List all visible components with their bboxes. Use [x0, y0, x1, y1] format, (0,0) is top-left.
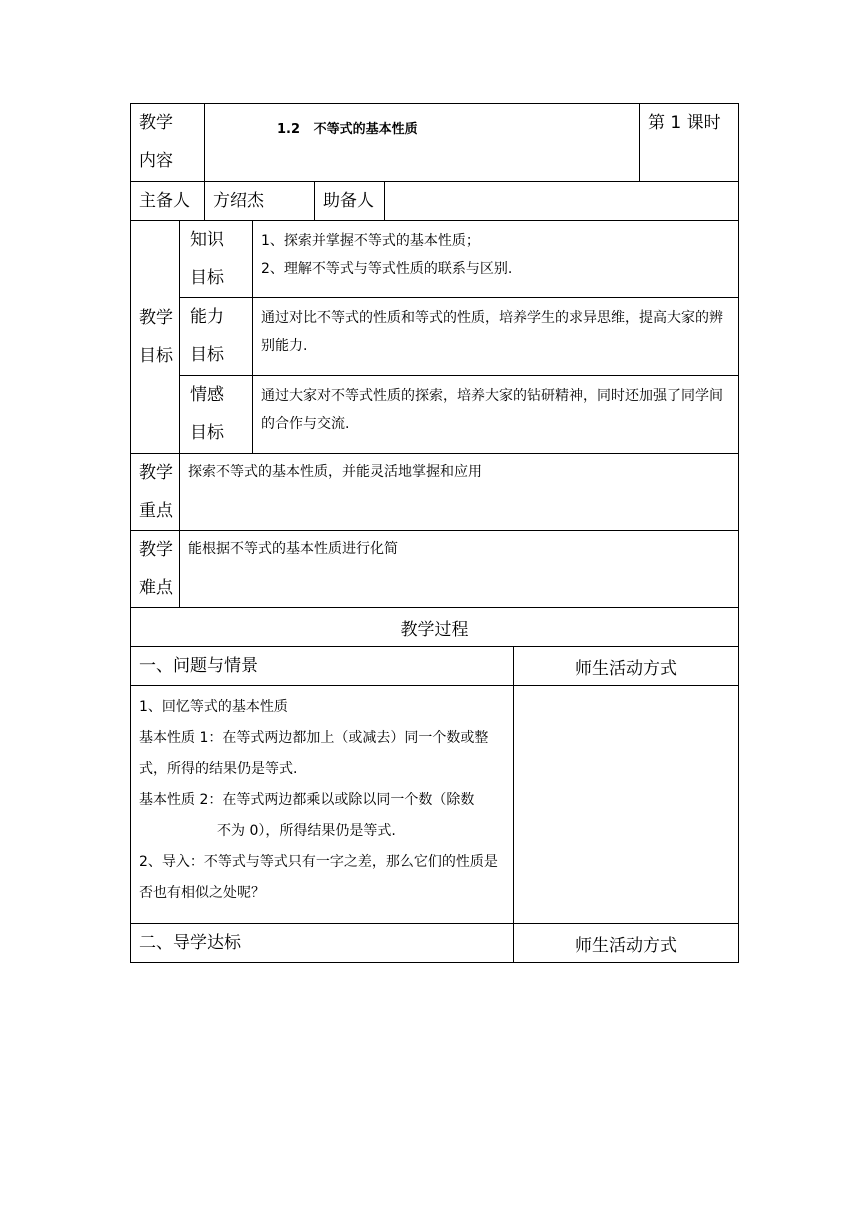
main-preparer-name: 方绍杰: [205, 182, 315, 221]
property-1-line: 基本性质 1：在等式两边都加上（或减去）同一个数或整式，所得的结果仍是等式.: [139, 730, 489, 777]
knowledge-goal-line-1: 1、探索并掌握不等式的基本性质；: [261, 233, 480, 249]
knowledge-goal-line-2: 2、理解不等式与等式性质的联系与区别.: [261, 261, 513, 277]
section1-content: [131, 686, 514, 924]
section1-activity: [514, 686, 739, 924]
difficulty-text: 能根据不等式的基本性质进行化简: [180, 531, 739, 608]
process-title-row: [131, 608, 739, 647]
knowledge-goal-label: 知识目标: [180, 221, 253, 298]
section1-body-row: [131, 686, 739, 924]
key-point-row: [131, 454, 739, 531]
emotion-goal-text: 通过大家对不等式性质的探索，培养大家的钻研精神，同时还加强了同学间的合作与交流.: [253, 376, 739, 454]
section1-header-row: [131, 647, 739, 686]
lesson-title: 1.2 不等式的基本性质: [205, 104, 640, 182]
key-point-text: 探索不等式的基本性质，并能灵活地掌握和应用: [180, 454, 739, 531]
ability-goal-label: 能力目标: [180, 298, 253, 376]
content-row: [131, 104, 739, 182]
section2-activity-header: 师生活动方式: [514, 924, 739, 963]
ability-goal-text: 通过对比不等式的性质和等式的性质，培养学生的求异思维，提高大家的辨别能力.: [253, 298, 739, 376]
section2-heading: 二、导学达标: [131, 924, 514, 963]
difficulty-row: [131, 531, 739, 608]
period-label: 第 1 课时: [640, 104, 739, 182]
section2-header-row: [131, 924, 739, 963]
section1-activity-header: 师生活动方式: [514, 647, 739, 686]
knowledge-goal-text: [253, 221, 739, 298]
property-2-continuation: 不为 0），所得结果仍是等式.: [217, 823, 396, 839]
assist-preparer-label: 助备人: [315, 182, 385, 221]
emotion-goal-label: 情感目标: [180, 376, 253, 454]
preparer-row: [131, 182, 739, 221]
introduction-line: 2、导入：不等式与等式只有一字之差，那么它们的性质是否也有相似之处呢？: [139, 854, 498, 901]
section1-heading: 一、问题与情景: [131, 647, 514, 686]
assist-preparer-name: [385, 182, 739, 221]
goals-label: 教学目标: [131, 221, 180, 454]
emotion-goal-row: [131, 376, 739, 454]
main-preparer-label: 主备人: [131, 182, 205, 221]
ability-goal-row: [131, 298, 739, 376]
property-2-line: 基本性质 2：在等式两边都乘以或除以同一个数（除数: [139, 792, 475, 808]
key-point-label: 教学重点: [131, 454, 180, 531]
lesson-plan-table: [130, 103, 739, 963]
content-label: 教学内容: [131, 104, 205, 182]
knowledge-goal-row: [131, 221, 739, 298]
difficulty-label: 教学难点: [131, 531, 180, 608]
process-title: 教学过程: [131, 608, 739, 647]
review-line: 1、回忆等式的基本性质: [139, 699, 288, 715]
